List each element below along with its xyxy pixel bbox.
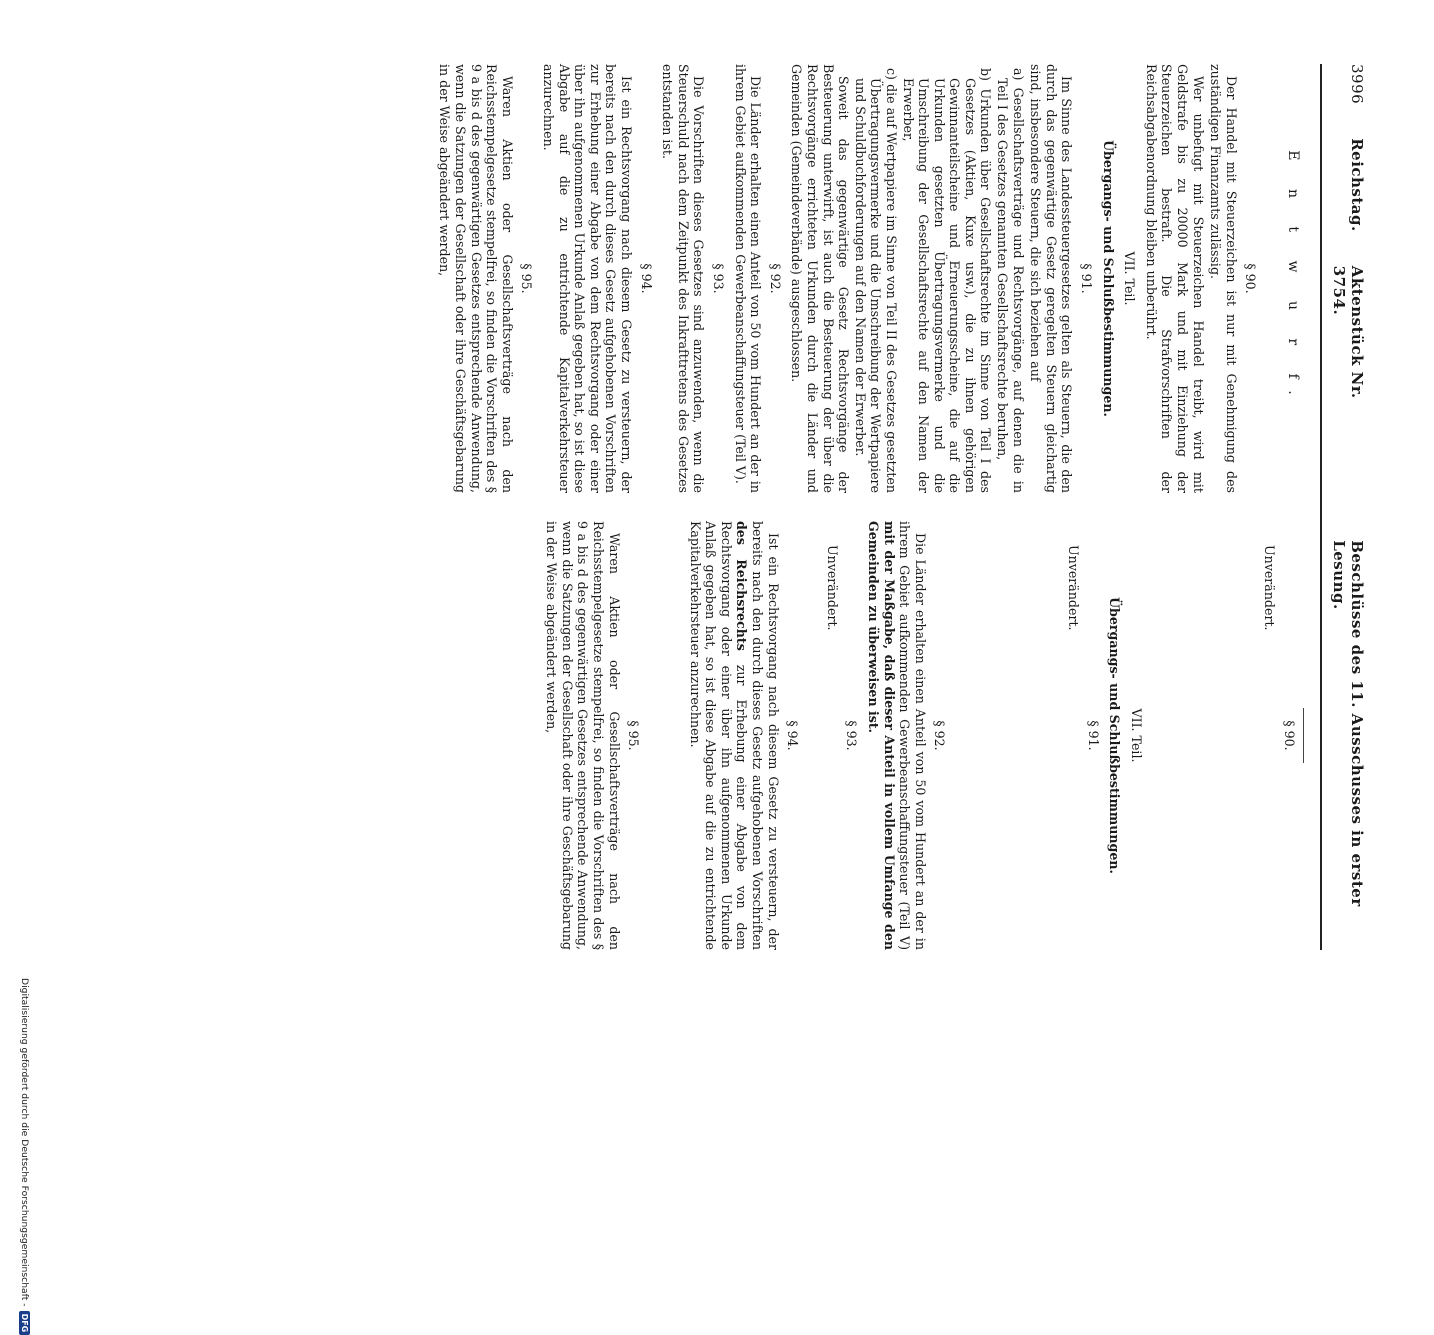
part-title: VII. Teil. [1128, 708, 1144, 763]
section-92-body: Die Länder erhalten einen Anteil von 50 vom Hundert an der in ihrem Gebiet aufkommenden Gewerbeanschaffungsteuer (Teil V) [897, 521, 928, 950]
section-94-body-2: zur Erhebung einer Abgabe von dem Rechtsvorgang oder einer über ihn aufgenommenen Urkunde Anlaß gegeben hat, so ist diese Abgabe auf die zu entrichtende Kapitalverkehrsteuer anzurechnen. [687, 521, 750, 950]
section-92-text: Die Länder erhalten einen Anteil von 50 vom Hundert an der in ihrem Gebiet aufkommenden Gewerbeanschaffungsteuer (Teil V). [732, 64, 764, 493]
section-90-title: § 90. [1243, 263, 1259, 294]
part-subtitle: Übergangs- und Schlußbestimmungen. [1100, 140, 1116, 417]
section-93-text: Die Vorschriften dieses Gesetzes sind anzuwenden, wenn die Steuerschuld nach dem Zeitpunkt des Inkrafttretens des Gesetzes entstanden ist. [660, 64, 707, 493]
section-93-title: § 93. [711, 263, 726, 294]
section-94-text [687, 521, 781, 950]
section-94-title: § 94. [785, 720, 801, 751]
dfg-logo: DFG [19, 1311, 30, 1335]
section-90-unchanged: Unverändert. [1262, 545, 1278, 631]
section-95-text: Waren Aktien oder Gesellschaftsverträge nach den Reichsstempelgesetze stempelfrei, so finden die Vorschriften des § 9 a bis d des gegenwärtigen Gesetzes entsprechende Anwendung, wenn die Satzungen der Gesellschaft oder ihre Geschäftsgebarung in der Weise abgeändert werden, [544, 521, 622, 950]
section-90-para-1: Der Handel mit Steuerzeichen ist nur mit Genehmigung des zuständigen Finanzamts zulässig. [1208, 64, 1239, 493]
section-90-title: § 90. [1282, 720, 1297, 751]
right-column-beschluesse [435, 521, 1310, 950]
session-ref: Reichstag. [1348, 138, 1366, 232]
drucksache-number: Aktenstück Nr. 3754. [1330, 265, 1366, 399]
section-94-body-1: Ist ein Rechtsvorgang nach diesem Gesetz zu versteuern, der bereits nach den durch dieses Gesetz aufgehobenen Vorschriften [750, 521, 781, 950]
section-94-amendment: des Reichsrechts [734, 521, 750, 651]
section-93-title: § 93. [844, 720, 860, 751]
footer-text: Digitalisierung gefördert durch die Deutsche Forschungsgemeinschaft - [19, 978, 30, 1307]
page-header [1330, 64, 1366, 950]
page-number: 3996 [1348, 64, 1366, 105]
digitization-footer [19, 978, 30, 1335]
section-95-text: Waren Aktien oder Gesellschaftsverträge nach den Reichsstempelgesetze stempelfrei, so finden die Vorschriften des § 9 a bis d des gegenwärtigen Gesetzes entsprechende Anwendung, wenn die Satzungen der Gesellschaft oder ihre Geschäftsgebarung in der Weise abgeändert werden, [437, 64, 515, 493]
committee-heading: Beschlüsse des 11. Ausschusses in erster Lesung. [1330, 540, 1366, 907]
short-rule [1303, 708, 1304, 763]
section-91-intro: Im Sinne des Landessteuergesetzes gelten als Steuern, die den durch das gegenwärtige Gesetz geregelten Steuern gleichartig sind, insbesondere Steuern, die sich beziehen auf [1028, 64, 1075, 493]
section-91-item-a: a) Gesellschaftsverträge und Rechtsvorgänge, auf denen die in Teil I des Gesetzes genannten Gesellschaftsrechte beruhen, [995, 68, 1026, 493]
entwurf-title: E n t w u r f. [1285, 150, 1301, 407]
section-94-title: § 94. [638, 263, 654, 294]
section-95-title: § 95. [519, 263, 535, 294]
part-title: VII. Teil. [1122, 251, 1138, 306]
header-rule [1320, 64, 1322, 950]
section-91-title: § 91. [1079, 263, 1095, 294]
section-95-title: § 95. [626, 720, 642, 751]
section-91-para-2: Soweit das gegenwärtige Gesetz Rechtsvorgänge der Besteuerung unterwirft, ist auch die Besteuerung der über die Rechtsvorgänge errichteten Urkunden durch die Länder und Gemeinden (Gemeindeverbände) ausgeschlossen. [789, 64, 852, 493]
section-91-title: § 91. [1085, 720, 1101, 751]
section-92-text [865, 521, 927, 950]
section-91-unchanged: Unverändert. [1066, 545, 1082, 631]
section-91-item-b: b) Urkunden über Gesellschaftsrechte im Sinne von Teil I des Gesetzes (Aktien, Kuxe usw.), die zu ihnen gehörigen Gewinnanteilscheine und Erneuerungsscheine, die auf die Urkunden gesetzten Übertragungsvermerke und die Umschreibung der Gesellschaftsrechte auf den Namen der Erwerber, [900, 68, 994, 493]
section-93-unchanged: Unverändert. [824, 545, 840, 631]
part-subtitle: Übergangs- und Schlußbestimmungen. [1107, 597, 1123, 874]
left-column-entwurf [435, 64, 1310, 493]
section-92-title: § 92. [932, 720, 948, 751]
section-92-amendment: mit der Maßgabe, daß dieser Anteil in vollem Umfange den Gemeinden zu überweisen ist. [866, 521, 897, 950]
section-94-text: Ist ein Rechtsvorgang nach diesem Gesetz zu versteuern, der bereits nach den durch dieses Gesetz aufgehobenen Vorschriften zur Erhebung einer Abgabe von dem Rechtsvorgang oder einer über ihn aufgenommenen Urkunde Anlaß gegeben hat, so ist diese Abgabe auf die zu entrichtende Kapitalverkehrsteuer anzurechnen. [541, 64, 635, 493]
section-90-para-2: Wer unbefugt mit Steuerzeichen Handel treibt, wird mit Geldstrafe bis zu 20000 Mark und mit Einziehung der Steuerzeichen bestraft. Die Strafvorschriften der Reichsabgabenordnung bleiben unberührt. [1143, 64, 1206, 493]
section-92-title: § 92. [767, 263, 783, 294]
section-91-item-c: c) die auf Wertpapiere im Sinne von Teil II des Gesetzes gesetzten Übertragungsvermerke und die Umschreibung der Wertpapiere und Schuldbuchforderungen auf den Namen der Erwerber. [852, 68, 899, 493]
